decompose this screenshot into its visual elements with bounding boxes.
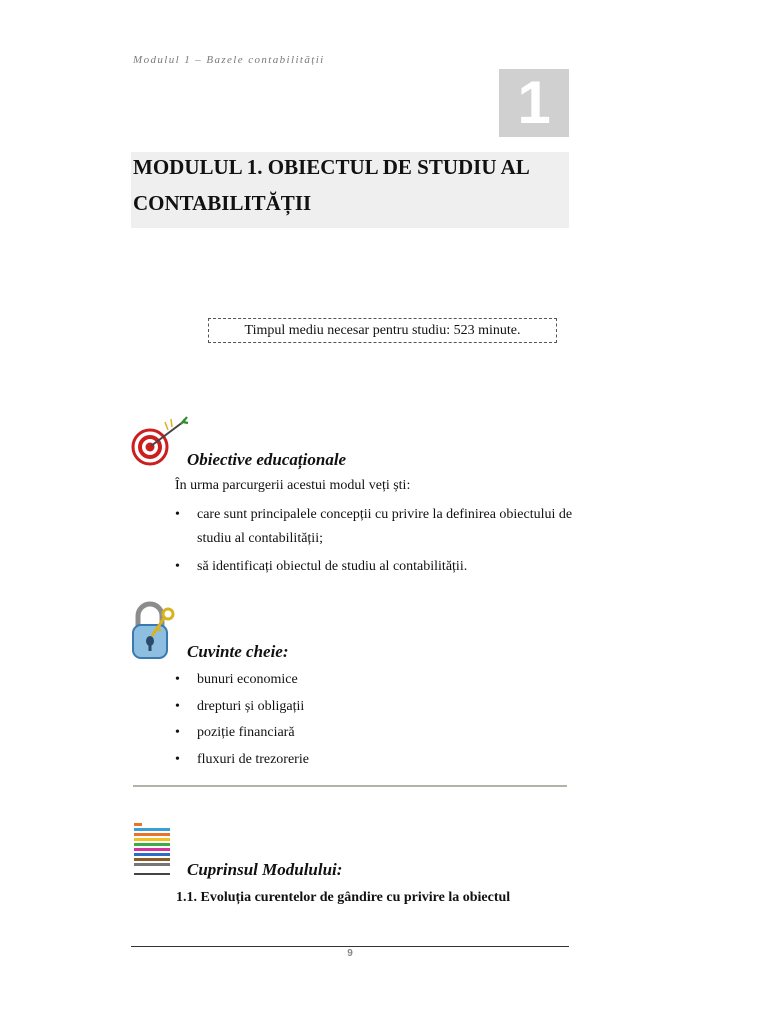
list-item: • care sunt principalele concepții cu privire la definirea obiectului de studiu al contabilității;: [175, 503, 575, 551]
section-divider: [133, 785, 567, 787]
padlock-key-icon: [130, 600, 178, 662]
page-number: 9: [347, 948, 353, 959]
objectives-list: [175, 503, 575, 583]
keywords-heading: Cuvinte cheie:: [187, 642, 289, 661]
study-time-box: Timpul mediu necesar pentru studiu: 523 minute.: [208, 318, 557, 343]
chapter-number-box: 1: [499, 69, 569, 137]
list-item: • bunuri economice: [175, 670, 309, 690]
footer-line: [131, 946, 569, 947]
objectives-heading: Obiective educaționale: [187, 450, 347, 469]
running-header: Modulul 1 – Bazele contabilității: [133, 54, 325, 66]
keywords-list: [175, 670, 309, 776]
objectives-intro: În urma parcurgerii acestui modul veți ști:: [175, 478, 411, 493]
contents-item: 1.1. Evoluția curentelor de gândire cu privire la obiectul: [176, 890, 511, 905]
contents-heading: Cuprinsul Modulului:: [187, 860, 343, 879]
target-dart-icon: [131, 416, 189, 468]
list-item: • fluxuri de trezorerie: [175, 750, 309, 770]
module-title: MODULUL 1. OBIECTUL DE STUDIU AL CONTABILITĂȚII: [133, 155, 529, 215]
list-item: • poziție financiară: [175, 723, 309, 743]
stacked-books-icon: [132, 821, 172, 877]
list-item: • drepturi și obligații: [175, 697, 309, 717]
list-item: • să identificați obiectul de studiu al contabilității.: [175, 555, 575, 579]
